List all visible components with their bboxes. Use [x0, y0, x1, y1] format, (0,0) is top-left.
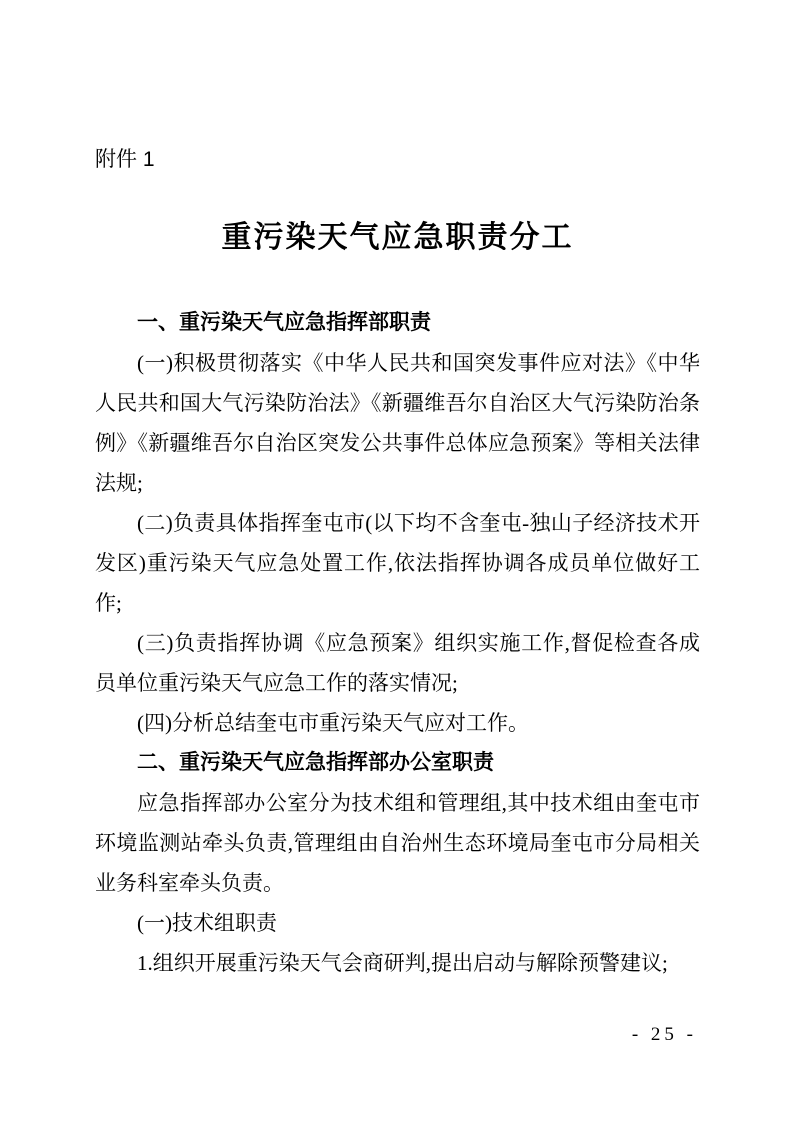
document-body: [95, 303, 700, 983]
section-1-paragraph-3: (三)负责指挥协调《应急预案》组织实施工作,督促检查各成员单位重污染天气应急工作的落实情况;: [95, 631, 700, 695]
attachment-label: 附件 1: [95, 148, 155, 171]
section-1-paragraph-2: (二)负责具体指挥奎屯市(以下均不含奎屯-独山子经济技术开发区)重污染天气应急处置工作,依法指挥协调各成员单位做好工作;: [95, 511, 700, 615]
section-2-paragraph-1: 应急指挥部办公室分为技术组和管理组,其中技术组由奎屯市环境监测站牵头负责,管理组由自治州生态环境局奎屯市分局相关业务科室牵头负责。: [95, 791, 700, 895]
section-1-paragraph-4: (四)分析总结奎屯市重污染天气应对工作。: [137, 711, 529, 735]
section-2-subsection-1-heading: (一)技术组职责: [137, 911, 277, 935]
section-2-subsection-1-item-1: 1.组织开展重污染天气会商研判,提出启动与解除预警建议;: [137, 951, 668, 975]
section-1-paragraph-1: (一)积极贯彻落实《中华人民共和国突发事件应对法》《中华人民共和国大气污染防治法》《新疆维吾尔自治区大气污染防治条例》《新疆维吾尔自治区突发公共事件总体应急预案》等相关法律法规;: [95, 351, 700, 495]
section-2-heading: 二、重污染天气应急指挥部办公室职责: [137, 751, 494, 774]
section-1-heading: 一、重污染天气应急指挥部职责: [137, 311, 431, 334]
page-number: - 25 -: [631, 1024, 697, 1045]
document-title: 重污染天气应急职责分工: [221, 221, 574, 254]
